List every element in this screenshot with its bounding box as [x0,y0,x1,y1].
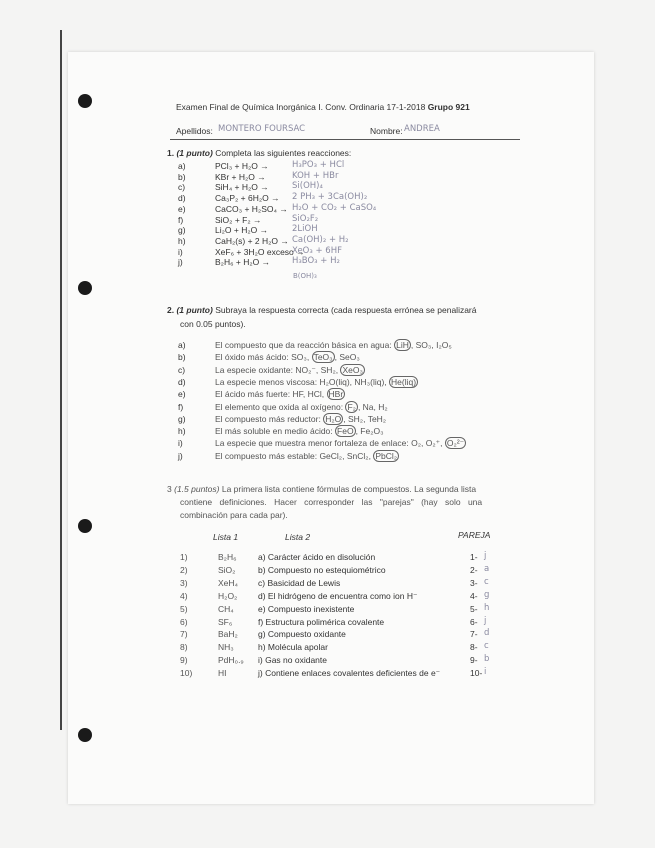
circled-option[interactable]: HBr [328,389,344,400]
col-pareja: PAREJA [458,530,491,540]
pair-label: 3- [470,577,478,588]
option[interactable]: H₂O(liq) [319,376,350,387]
definition: a) Carácter ácido en disolución [258,552,376,562]
punch-hole [78,728,92,742]
pair-answer: c [484,641,489,652]
row-number: 2) [180,564,188,575]
pair-answer: h [484,602,490,613]
binder-edge [60,30,62,730]
question-text: La especie que muestra menor fortaleza de enlace: [215,438,409,449]
item-letter: j) [178,257,183,268]
item-letter: c) [178,182,186,193]
item-letter: e) [178,203,186,214]
row-number: 10) [180,668,193,679]
nombre-label: Nombre: [370,126,403,136]
item-letter: g) [178,225,186,236]
formula: NH₃ [218,642,234,653]
circled-option[interactable]: XeO₃ [342,364,363,375]
pair-answer: j [484,551,487,561]
question-text: El elemento que oxida al oxígeno: [215,401,344,412]
item-letter: f) [178,214,184,225]
row-number: 9) [180,655,188,666]
reaction-text: CaH₂(s) + 2 H₂O → [215,235,289,246]
exam-title: Examen Final de Química Inorgánica I. Conv. Ordinaria 17-1-2018 Grupo 921 [176,102,470,112]
handwritten-answer: XeO₃ + 6HF [292,245,342,256]
question-text: El óxido más ácido: [215,352,289,363]
row-number: 4) [180,590,188,601]
question-text: El compuesto más estable: [215,450,318,461]
item-letter: f) [178,401,184,412]
definition: d) El hidrógeno de encuentra como ion H⁻ [258,590,418,601]
option[interactable]: Na [362,401,374,412]
reaction-text: B₂H₆ + H₂O → [215,257,271,268]
item-letter: d) [178,376,186,387]
formula: H₂O₂ [218,590,238,601]
question-line: La especie que muestra menor fortaleza de enlace: O₂, O₂⁺, O₂²⁻ [215,438,465,449]
question-text: El ácido más fuerte: [215,389,291,400]
row-number: 8) [180,642,188,653]
reaction-text: SiO₂ + F₂ → [215,214,262,225]
q3-heading: 3 (1.5 puntos) La primera lista contiene fórmulas de compuestos. La segunda lista [167,484,477,494]
option[interactable]: SnCl₂ [346,450,369,461]
circled-option[interactable]: H₂O [325,413,342,424]
pair-answer: d [484,628,490,639]
apellidos-value: MONTERO FOURSAC [218,124,306,134]
definition: j) Contiene enlaces covalentes deficientes de e⁻ [258,668,441,679]
item-letter: b) [178,352,186,363]
q2-heading: 2. (1 punto) Subraya la respuesta correcta (cada respuesta errónea se penalizará [167,305,477,315]
option[interactable]: SeO₃ [339,352,360,363]
formula: BaH₂ [218,629,238,640]
q1-note: B(OH)₃ [293,272,317,280]
item-letter: b) [178,171,186,182]
q2-heading-cont: con 0.05 puntos). [180,319,246,329]
pair-answer: c [484,576,489,587]
item-letter: i) [178,438,183,449]
option[interactable]: O₂⁺ [425,438,441,449]
definition: e) Compuesto inexistente [258,603,355,614]
pair-label: 5- [470,603,478,614]
header-divider [170,139,520,140]
pair-answer: j [484,615,487,626]
question-text: El compuesto más reductor: [215,413,321,424]
handwritten-answer: KOH + HBr [292,170,339,181]
option[interactable]: O₂ [411,438,422,449]
circled-option[interactable]: FeO [337,426,354,437]
item-letter: h) [178,426,186,437]
handwritten-answer: 2 PH₃ + 3Ca(OH)₂ [292,192,368,203]
option[interactable]: SH₂ [348,413,364,424]
circled-option[interactable]: O₂²⁻ [446,438,465,449]
question-line: La especie menos viscosa: H₂O(liq), NH₃(liq), He(liq) [215,376,417,387]
pair-label: 9- [470,655,478,666]
question-text: El más soluble en medio ácido: [215,426,333,437]
pair-label: 10- [470,668,483,679]
question-text: La especie menos viscosa: [215,376,318,387]
pair-answer: g [484,589,490,600]
row-number: 7) [180,629,188,640]
definition: f) Estructura polimérica covalente [258,616,385,627]
row-number: 1) [180,552,188,562]
circled-option[interactable]: PbCl₂ [375,450,398,461]
q3-heading-cont: contiene definiciones. Hacer corresponder las "parejas" (hay solo una [180,497,483,507]
option[interactable]: Fe₂O₃ [360,426,384,437]
definition: b) Compuesto no estequiométrico [258,564,386,575]
item-letter: h) [178,235,186,246]
formula: SF₆ [218,616,233,627]
reaction-text: CaCO₃ + H₂SO₄ → [215,203,288,214]
definition: c) Basicidad de Lewis [258,577,341,588]
row-number: 6) [180,616,188,627]
item-letter: e) [178,389,186,400]
handwritten-answer: H₂O + CO₂ + CaSO₄ [292,202,377,213]
question-line: El más soluble en medio ácido: FeO , Fe₂O₃ [215,426,384,437]
punch-hole [78,281,92,295]
question-line: El compuesto que da reacción básica en agua: LiH , SO₃, I₂O₅ [215,340,452,350]
q3-heading-cont2: combinación para cada par). [180,510,288,520]
circled-option[interactable]: TeO₃ [313,352,333,363]
item-letter: c) [178,364,186,375]
definition: i) Gas no oxidante [258,655,327,666]
col-lista2: Lista 2 [285,532,311,542]
circled-option[interactable]: F₂ [347,401,356,412]
item-letter: j) [178,450,183,461]
option[interactable]: SO₃ [415,340,432,350]
option[interactable]: H₂ [378,401,388,412]
circled-option[interactable]: LiH [396,340,409,350]
item-letter: g) [178,413,186,424]
formula: SiO₂ [218,564,236,575]
question-line: El óxido más ácido: SO₃, TeO₃ , SeO₃ [215,352,360,363]
item-letter: d) [178,193,186,204]
option[interactable]: SH₂ [320,364,336,375]
formula: PdH₀.₉ [218,655,244,666]
formula: CH₄ [218,603,234,614]
definition: h) Molécula apolar [258,642,328,653]
pair-label: 8- [470,642,478,653]
col-lista1: Lista 1 [213,532,239,542]
option[interactable]: NH₃(liq) [354,376,385,387]
pair-label: 7- [470,629,478,640]
reaction-text: PCl₃ + H₂O → [215,161,269,171]
definition: g) Compuesto oxidante [258,629,346,640]
item-letter: i) [178,246,183,257]
option[interactable]: I₂O₅ [436,340,452,350]
apellidos-label: Apellidos: [176,126,213,136]
reaction-text: XeF₆ + 3H₂O exceso → [215,246,305,257]
punch-hole [78,94,92,108]
handwritten-answer: H₃BO₃ + H₂ [292,256,340,267]
pair-answer: i [484,667,487,678]
option[interactable]: HF [292,389,303,400]
option[interactable]: NO₂⁻ [295,364,316,375]
row-number: 5) [180,603,188,614]
formula: XeH₄ [218,577,239,588]
pair-label: 1- [470,552,478,562]
handwritten-answer: SiO₂F₂ [292,213,319,224]
item-letter: a) [178,340,186,350]
nombre-value: ANDREA [404,124,440,134]
reaction-text: KBr + H₂O → [215,171,266,182]
circled-option[interactable]: He(liq) [391,376,417,387]
reaction-text: Li₂O + H₂O → [215,225,269,236]
pair-answer: b [484,654,490,665]
question-line: La especie oxidante: NO₂⁻, SH₂, XeO₃ [215,364,363,375]
question-line: El ácido más fuerte: HF, HCl, HBr [215,389,344,400]
pair-label: 6- [470,616,478,627]
q1-heading: 1. (1 punto) Completa las siguientes reacciones: [167,148,352,158]
option[interactable]: TeH₂ [367,413,387,424]
row-number: 3) [180,577,188,588]
question-text: La especie oxidante: [215,364,293,375]
reaction-text: SiH₄ + H₂O → [215,182,269,193]
handwritten-answer: 2LiOH [292,224,318,235]
punch-hole [78,519,92,533]
option[interactable]: SO₃ [291,352,307,363]
pair-answer: a [484,563,490,574]
item-letter: a) [178,161,186,171]
formula: HI [218,668,227,679]
handwritten-answer: Si(OH)₄ [292,181,323,192]
handwritten-answer: Ca(OH)₂ + H₂ [292,234,349,245]
pair-label: 4- [470,590,478,601]
question-line: El elemento que oxida al oxígeno: F₂ , Na, H₂ [215,401,388,412]
option[interactable]: GeCl₂ [319,450,343,461]
question-line: El compuesto más estable: GeCl₂, SnCl₂, PbCl₂ [215,450,398,461]
reaction-text: Ca₃P₂ + 6H₂O → [215,193,280,204]
option[interactable]: HCl [307,389,322,400]
handwritten-answer: H₃PO₃ + HCl [292,160,345,170]
formula: B₂H₆ [218,552,237,562]
question-text: El compuesto que da reacción básica en agua: [215,340,392,350]
question-line: El compuesto más reductor: H₂O , SH₂, TeH₂ [215,413,387,424]
pair-label: 2- [470,564,478,575]
